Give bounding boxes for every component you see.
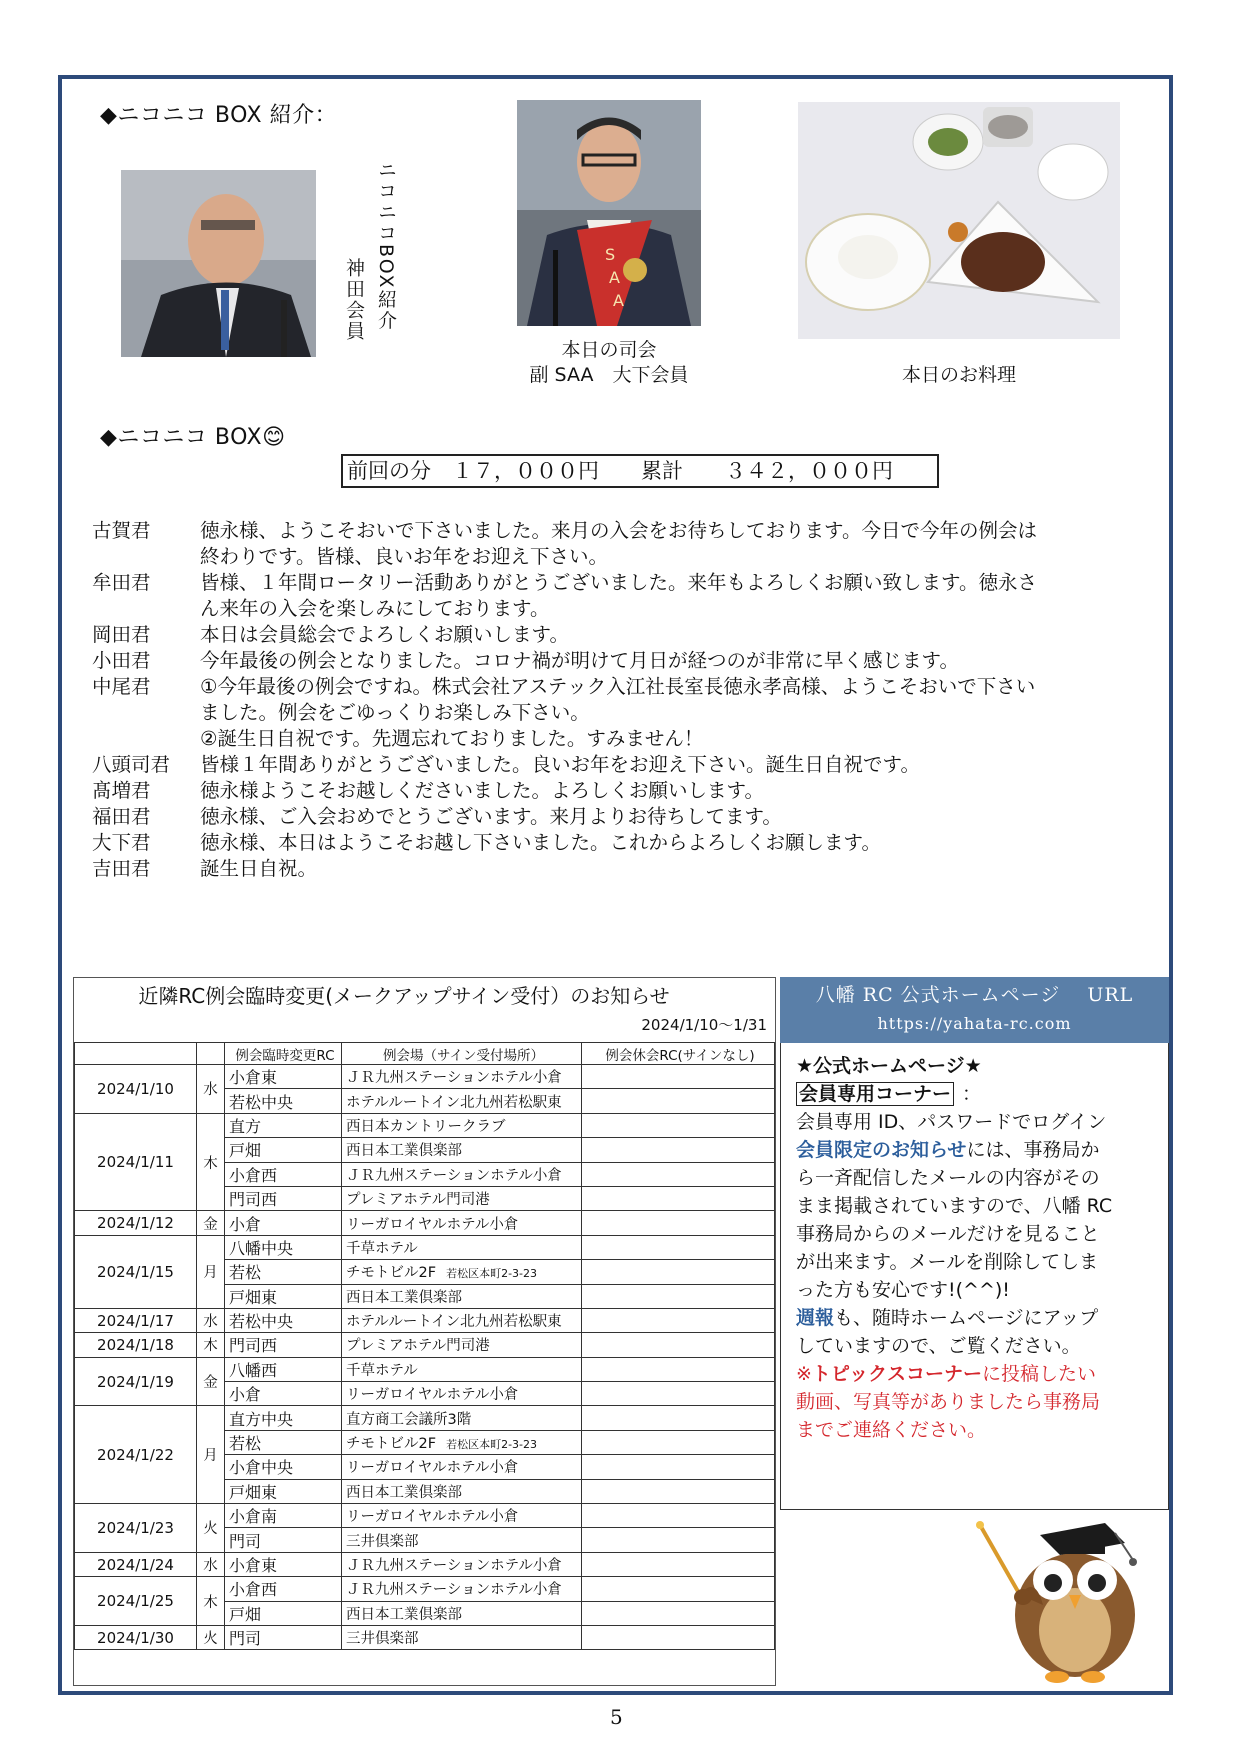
homepage-line: には、事務局か [966, 1139, 1100, 1161]
schedule-venue [342, 1333, 582, 1357]
schedule-date: 2024/1/12 [75, 1211, 197, 1235]
venue-name: リーガロイヤルホテル小倉 [346, 1216, 519, 1233]
schedule-rc: 若松 [225, 1260, 342, 1284]
schedule-closed-cell [582, 1308, 775, 1332]
box-section-heading: ◆ニコニコ BOX😊 [100, 425, 286, 450]
schedule-rc: 小倉南 [225, 1504, 342, 1528]
schedule-closed-cell [582, 1455, 775, 1479]
message-list [92, 518, 1152, 882]
members-notice-link: 会員限定のお知らせ [796, 1139, 967, 1161]
table-row [75, 1065, 775, 1089]
table-row [75, 1113, 775, 1137]
message-name: 福田君 [92, 805, 151, 828]
schedule-rc: 小倉西 [225, 1162, 342, 1186]
schedule-body [75, 1065, 775, 1650]
venue-name: リーガロイヤルホテル小倉 [346, 1509, 519, 1526]
schedule-venue [342, 1430, 582, 1454]
header-rc: 例会臨時変更RC [225, 1043, 342, 1065]
schedule-venue [342, 1577, 582, 1601]
message-item [92, 752, 1152, 778]
owl-teacher-illustration [965, 1505, 1160, 1685]
message-item [92, 570, 1152, 622]
venue-name: ＪＲ九州ステーションホテル小倉 [346, 1582, 562, 1599]
header-date [75, 1043, 197, 1065]
homepage-line: 事務局からのメールだけを見ること [796, 1223, 1100, 1245]
schedule-rc: 門司 [225, 1625, 342, 1649]
member-corner-label: 会員専用コーナー [796, 1082, 954, 1106]
schedule-date: 2024/1/10 [75, 1065, 197, 1114]
message-name: 牟田君 [92, 571, 151, 594]
homepage-line: が出来ます。メールを削除してしま [796, 1251, 1099, 1273]
schedule-rc: 戸畑 [225, 1601, 342, 1625]
schedule-weekday: 水 [197, 1308, 225, 1332]
header-venue: 例会場（サイン受付場所） [342, 1043, 582, 1065]
schedule-panel [73, 977, 776, 1686]
schedule-rc: 小倉東 [225, 1065, 342, 1089]
venue-name: チモトビル2F [346, 1436, 437, 1453]
schedule-date: 2024/1/19 [75, 1357, 197, 1406]
homepage-body [796, 1052, 1166, 1444]
message-name: 八頭司君 [92, 753, 171, 776]
message-item [92, 778, 1152, 804]
message-text: ①今年最後の例会ですね。株式会社アステック入江社長室長徳永孝高様、ようこそおいで下さい [200, 675, 1036, 698]
schedule-venue [342, 1504, 582, 1528]
schedule-venue [342, 1113, 582, 1137]
message-item [92, 648, 1152, 674]
schedule-date: 2024/1/23 [75, 1504, 197, 1553]
venue-name: ＪＲ九州ステーションホテル小倉 [346, 1070, 562, 1087]
schedule-weekday: 火 [197, 1504, 225, 1553]
topic-corner-label: トピックスコーナー [811, 1363, 982, 1385]
message-text: 徳永様ようこそお越しくださいました。よろしくお願いします。 [200, 779, 764, 802]
venue-name: 西日本工業倶楽部 [346, 1484, 462, 1501]
schedule-venue [342, 1162, 582, 1186]
message-item [92, 830, 1152, 856]
schedule-weekday: 月 [197, 1406, 225, 1504]
schedule-closed-cell [582, 1625, 775, 1649]
homepage-header [780, 977, 1169, 1043]
schedule-closed-cell [582, 1186, 775, 1210]
topic-mark: ※ [796, 1363, 812, 1385]
schedule-weekday: 木 [197, 1577, 225, 1626]
food-photo [798, 102, 1120, 339]
schedule-venue [342, 1479, 582, 1503]
schedule-rc: 小倉 [225, 1211, 342, 1235]
schedule-closed-cell [582, 1162, 775, 1186]
venue-name: ＪＲ九州ステーションホテル小倉 [346, 1558, 562, 1574]
message-text: 皆様、１年間ロータリー活動ありがとうございました。来年もよろしくお願い致します。徳永さ [200, 571, 1037, 594]
schedule-venue [342, 1552, 582, 1576]
homepage-line: 動画、写真等がありましたら事務局 [796, 1391, 1101, 1413]
photo2-caption-2: 副 SAA 大下会員 [529, 364, 689, 386]
table-row [75, 1504, 775, 1528]
schedule-date: 2024/1/15 [75, 1235, 197, 1308]
schedule-closed-cell [582, 1357, 775, 1381]
schedule-weekday: 水 [197, 1065, 225, 1114]
schedule-closed-cell [582, 1089, 775, 1113]
schedule-venue [342, 1211, 582, 1235]
schedule-venue [342, 1406, 582, 1430]
message-item [92, 622, 1152, 648]
schedule-closed-cell [582, 1211, 775, 1235]
table-row [75, 1625, 775, 1649]
venue-name: ＪＲ九州ステーションホテル小倉 [346, 1167, 562, 1184]
schedule-table [74, 1042, 775, 1650]
schedule-venue [342, 1308, 582, 1332]
homepage-line: に投稿したい [981, 1363, 1096, 1385]
schedule-venue [342, 1065, 582, 1089]
schedule-closed-cell [582, 1479, 775, 1503]
table-row [75, 1308, 775, 1332]
schedule-rc: 戸畑 [225, 1138, 342, 1162]
schedule-rc: 八幡中央 [225, 1235, 342, 1259]
table-row [75, 1577, 775, 1601]
message-text: 皆様１年間ありがとうございました。良いお年をお迎え下さい。誕生日自祝です。 [200, 753, 920, 776]
table-row [75, 1406, 775, 1430]
schedule-venue [342, 1455, 582, 1479]
schedule-venue [342, 1528, 582, 1552]
schedule-rc: 小倉西 [225, 1577, 342, 1601]
colon: ： [962, 1083, 982, 1105]
message-item [92, 856, 1152, 882]
schedule-weekday: 木 [197, 1113, 225, 1211]
schedule-venue [342, 1186, 582, 1210]
venue-name: ホテルルートイン北九州若松駅東 [346, 1094, 562, 1111]
schedule-rc: 小倉中央 [225, 1455, 342, 1479]
schedule-weekday: 月 [197, 1235, 225, 1308]
venue-name: プレミアホテル門司港 [346, 1338, 490, 1355]
schedule-rc: 若松中央 [225, 1308, 342, 1332]
message-text: 徳永様、ご入会おめでとうございます。来月よりお待ちしてます。 [200, 805, 782, 828]
schedule-date: 2024/1/24 [75, 1552, 197, 1576]
header-dow [197, 1043, 225, 1065]
photo2-caption-1: 本日の司会 [561, 339, 657, 361]
schedule-rc: 門司西 [225, 1333, 342, 1357]
schedule-rc: 八幡西 [225, 1357, 342, 1381]
photo1-vertical-caption-1: ニコニコBOX紹介 [375, 160, 397, 332]
venue-name: 西日本工業倶楽部 [346, 1606, 462, 1623]
venue-name: 千草ホテル [346, 1240, 418, 1257]
sash-letter-a2: A [613, 291, 624, 310]
schedule-rc: 小倉東 [225, 1552, 342, 1576]
message-text: ②誕生日自祝です。先週忘れておりました。すみません！ [200, 727, 704, 750]
schedule-weekday: 金 [197, 1357, 225, 1406]
venue-name: プレミアホテル門司港 [346, 1192, 490, 1209]
venue-name: 直方商工会議所3階 [346, 1411, 472, 1428]
schedule-rc: 戸畑東 [225, 1284, 342, 1308]
schedule-venue [342, 1357, 582, 1381]
venue-name: 千草ホテル [346, 1362, 418, 1379]
message-name: 小田君 [92, 649, 151, 672]
venue-name: 西日本工業倶楽部 [346, 1289, 462, 1306]
message-text: ました。例会をごゆっくりお楽しみ下さい。 [200, 701, 590, 724]
message-text: 徳永様、ようこそおいで下さいました。来月の入会をお待ちしております。今日で今年の例会は [200, 519, 1037, 542]
venue-name: 西日本工業倶楽部 [346, 1143, 462, 1160]
schedule-rc: 若松中央 [225, 1089, 342, 1113]
schedule-weekday: 木 [197, 1333, 225, 1357]
schedule-closed-cell [582, 1430, 775, 1454]
message-name: 吉田君 [92, 857, 151, 880]
schedule-closed-cell [582, 1601, 775, 1625]
message-name: 大下君 [92, 831, 151, 854]
sash-letter-s: S [605, 245, 616, 264]
homepage-line: 会員専用 ID、パスワードでログイン [796, 1111, 1107, 1133]
message-name: 古賀君 [92, 519, 151, 542]
homepage-star-heading: ★公式ホームページ★ [796, 1055, 982, 1077]
message-text: 誕生日自祝。 [200, 857, 318, 880]
schedule-closed-cell [582, 1113, 775, 1137]
schedule-rc: 直方中央 [225, 1406, 342, 1430]
message-text: 今年最後の例会となりました。コロナ禍が明けて月日が経つのが非常に早く感じます。 [200, 649, 959, 672]
homepage-line: までご連絡ください。 [796, 1419, 987, 1441]
schedule-date: 2024/1/25 [75, 1577, 197, 1626]
schedule-weekday: 火 [197, 1625, 225, 1649]
schedule-rc: 小倉 [225, 1382, 342, 1406]
message-item [92, 518, 1152, 570]
schedule-closed-cell [582, 1406, 775, 1430]
venue-name: 西日本カントリークラブ [346, 1118, 506, 1135]
box-totals: 前回の分 １７，０００円 累計 ３４２，０００円 [341, 454, 939, 488]
schedule-date: 2024/1/30 [75, 1625, 197, 1649]
venue-address: 若松区本町2-3-23 [446, 1267, 538, 1281]
message-item [92, 674, 1152, 752]
homepage-line: ら一斉配信したメールの内容がその [796, 1167, 1100, 1189]
schedule-venue [342, 1625, 582, 1649]
message-item [92, 804, 1152, 830]
table-row [75, 1235, 775, 1259]
schedule-date: 2024/1/17 [75, 1308, 197, 1332]
schedule-rc: 若松 [225, 1430, 342, 1454]
table-row [75, 1333, 775, 1357]
schedule-rc: 直方 [225, 1113, 342, 1137]
table-row [75, 1211, 775, 1235]
homepage-line: った方も安心です!(^^)! [796, 1279, 1010, 1301]
schedule-rc: 戸畑東 [225, 1479, 342, 1503]
photo1-vertical-caption-2: 神田会員 [343, 258, 365, 342]
homepage-title: 八幡 RC 公式ホームページ URL [815, 984, 1134, 1006]
message-text: ん来年の入会を楽しみにしております。 [200, 597, 550, 620]
weekly-label: 週報 [796, 1307, 835, 1329]
message-text: 終わりです。皆様、良いお年をお迎え下さい。 [200, 545, 608, 568]
homepage-line: も、随時ホームページにアップ [834, 1307, 1099, 1329]
mc-photo [517, 100, 701, 326]
homepage-line: していますので、ご覧ください。 [796, 1335, 1081, 1357]
schedule-closed-cell [582, 1235, 775, 1259]
schedule-weekday: 水 [197, 1552, 225, 1576]
schedule-venue [342, 1089, 582, 1113]
schedule-rc: 門司 [225, 1528, 342, 1552]
schedule-rc: 門司西 [225, 1186, 342, 1210]
speaker-photo [121, 170, 316, 357]
message-name: 髙増君 [92, 779, 151, 802]
venue-name: チモトビル2F [346, 1265, 437, 1282]
venue-name: リーガロイヤルホテル小倉 [346, 1387, 519, 1404]
schedule-venue [342, 1138, 582, 1162]
schedule-closed-cell [582, 1528, 775, 1552]
schedule-date: 2024/1/22 [75, 1406, 197, 1504]
box-intro-heading: ◆ニコニコ BOX 紹介： [100, 103, 338, 128]
schedule-closed-cell [582, 1065, 775, 1089]
schedule-venue [342, 1260, 582, 1284]
venue-address: 若松区本町2-3-23 [446, 1438, 538, 1452]
venue-name: リーガロイヤルホテル小倉 [346, 1460, 519, 1477]
table-row [75, 1357, 775, 1381]
schedule-closed-cell [582, 1504, 775, 1528]
schedule-closed-cell [582, 1260, 775, 1284]
schedule-closed-cell [582, 1138, 775, 1162]
message-text: 徳永様、本日はようこそお越し下さいました。これからよろしくお願します。 [200, 831, 881, 854]
photo3-caption: 本日のお料理 [901, 364, 1016, 386]
schedule-venue [342, 1235, 582, 1259]
schedule-closed-cell [582, 1284, 775, 1308]
schedule-date: 2024/1/18 [75, 1333, 197, 1357]
message-name: 岡田君 [92, 623, 151, 646]
venue-name: 三井倶楽部 [346, 1533, 419, 1550]
message-text: 本日は会員総会でよろしくお願いします。 [200, 623, 569, 646]
schedule-closed-cell [582, 1382, 775, 1406]
schedule-venue [342, 1382, 582, 1406]
message-name: 中尾君 [92, 675, 151, 698]
schedule-closed-cell [582, 1552, 775, 1576]
table-row [75, 1552, 775, 1576]
header-closed: 例会休会RC(サインなし) [582, 1043, 775, 1065]
homepage-url[interactable]: https://yahata-rc.com [877, 1014, 1072, 1033]
schedule-weekday: 金 [197, 1211, 225, 1235]
schedule-closed-cell [582, 1333, 775, 1357]
homepage-line: まま掲載されていますので、八幡 RC [796, 1195, 1113, 1217]
page-number: 5 [610, 1705, 623, 1729]
venue-name: ホテルルートイン北九州若松駅東 [346, 1314, 562, 1331]
sash-letter-a1: A [609, 268, 620, 287]
schedule-closed-cell [582, 1577, 775, 1601]
schedule-date: 2024/1/11 [75, 1113, 197, 1211]
schedule-venue [342, 1601, 582, 1625]
schedule-range: 2024/1/10～1/31 [641, 1016, 767, 1034]
venue-name: 三井倶楽部 [346, 1631, 419, 1648]
schedule-venue [342, 1284, 582, 1308]
schedule-title: 近隣RC例会臨時変更(メークアップサイン受付）のお知らせ [138, 984, 670, 1008]
